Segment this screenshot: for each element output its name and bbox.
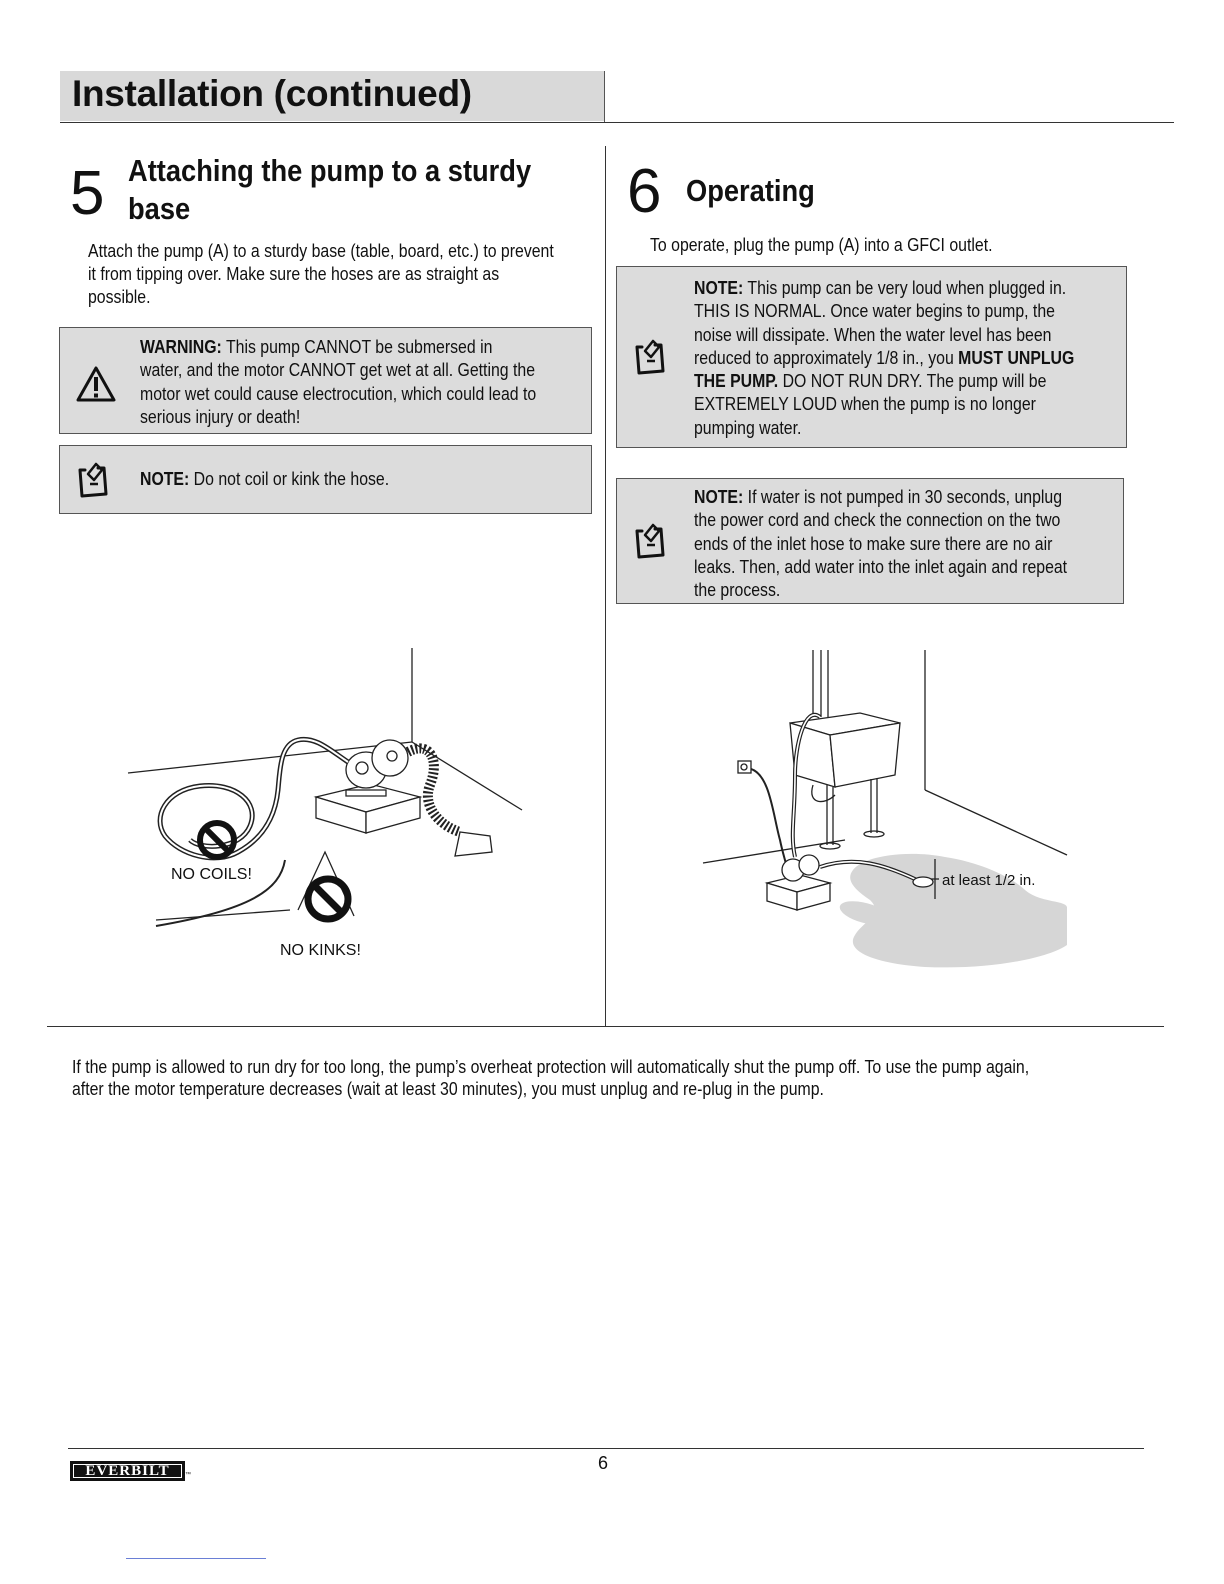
note1-line4: reduced to approximately 1/8 in., you xyxy=(694,347,959,368)
warning-text xyxy=(140,336,598,429)
note-pad-icon xyxy=(633,521,669,561)
step-6-body: To operate, plug the pump (A) into a GFCI outlet. xyxy=(650,235,993,255)
illustration-pump-on-base xyxy=(120,640,540,970)
note1-line5-bold: THE PUMP. xyxy=(694,371,779,392)
note2-line1: If water is not pumped in 30 seconds, unplug xyxy=(743,487,1063,507)
no-symbol-icon xyxy=(200,823,234,857)
note-callout-step6-prime xyxy=(616,478,1124,604)
warning-line2: water, and the motor CANNOT get wet at all. Getting the xyxy=(140,360,536,381)
warning-triangle-icon xyxy=(76,366,116,402)
section-rule xyxy=(47,1026,1164,1027)
note-label: NOTE: xyxy=(694,278,744,298)
step-5-number: 5 xyxy=(70,159,105,228)
note1-line5: DO NOT RUN DRY. The pump will be xyxy=(778,371,1047,392)
note-callout-step5 xyxy=(59,445,592,514)
page-title: Installation (continued) xyxy=(72,73,472,114)
trademark-mark: ™ xyxy=(185,1472,191,1478)
warning-line3: motor wet could cause electrocution, which could lead to xyxy=(140,383,537,404)
note-label: NOTE: xyxy=(140,469,190,489)
link-underline xyxy=(126,1558,266,1559)
label-no-kinks: NO KINKS! xyxy=(280,942,361,959)
step-5-body-line2: it from tipping over. Make sure the hoses are as straight as xyxy=(88,264,500,284)
note2-line4: leaks. Then, add water into the inlet again and repeat xyxy=(694,556,1068,577)
step-5-body xyxy=(88,240,616,309)
step-5-title-line1: Attaching the pump to a sturdy xyxy=(128,153,532,188)
step-5-title xyxy=(128,152,586,228)
header-rule xyxy=(60,122,1174,123)
no-symbol-icon xyxy=(308,879,348,919)
brand-logo: EVERBILT xyxy=(70,1461,185,1481)
step-5-body-line1: Attach the pump (A) to a sturdy base (table, board, etc.) to prevent xyxy=(88,241,554,261)
note1-line2: THIS IS NORMAL. Once water begins to pump, the xyxy=(694,301,1055,322)
step-5-title-line2: base xyxy=(128,191,191,226)
note-label: NOTE: xyxy=(694,487,744,507)
illustration-pump-operating xyxy=(695,645,1075,975)
warning-label: WARNING: xyxy=(140,337,222,357)
step-6-number: 6 xyxy=(627,157,662,226)
note-pad-icon xyxy=(633,337,669,377)
note-text-step6-loud xyxy=(694,277,1125,440)
note2-line2: the power cord and check the connection on the two xyxy=(694,510,1061,531)
note1-line6: EXTREMELY LOUD when the pump is no longer xyxy=(694,394,1036,415)
label-depth: at least 1/2 in. xyxy=(942,872,1036,889)
note1-line1: This pump can be very loud when plugged in. xyxy=(743,278,1067,298)
step-6-title: Operating xyxy=(686,173,815,208)
step-5-body-line3: possible. xyxy=(88,287,151,307)
overheat-note-line1: If the pump is allowed to run dry for too long, the pump’s overheat protection will automatically shut the pump off. To use the pump again, xyxy=(72,1057,1030,1077)
note2-line3: ends of the inlet hose to make sure there are no air xyxy=(694,533,1053,554)
note-callout-step6-loud xyxy=(616,266,1127,448)
note2-line5: the process. xyxy=(694,580,781,601)
page-number: 6 xyxy=(598,1453,609,1473)
note-text-step6-prime xyxy=(694,486,1125,602)
header-divider xyxy=(604,71,605,123)
note-body: Do not coil or kink the hose. xyxy=(189,469,390,489)
note1-line7: pumping water. xyxy=(694,417,802,438)
note-pad-icon xyxy=(76,460,112,500)
note1-line4-bold: MUST UNPLUG xyxy=(958,347,1075,368)
warning-line4: serious injury or death! xyxy=(140,406,301,427)
note-text-step5 xyxy=(140,468,580,491)
warning-line1: This pump CANNOT be submersed in xyxy=(221,337,493,357)
overheat-note xyxy=(72,1056,1128,1100)
overheat-note-line2: after the motor temperature decreases (wait at least 30 minutes), you must unplug and re-plug in the pump. xyxy=(72,1079,824,1099)
warning-callout xyxy=(59,327,592,434)
footer-rule xyxy=(68,1448,1144,1449)
label-no-coils: NO COILS! xyxy=(171,866,252,883)
note1-line3: noise will dissipate. When the water level has been xyxy=(694,324,1052,345)
